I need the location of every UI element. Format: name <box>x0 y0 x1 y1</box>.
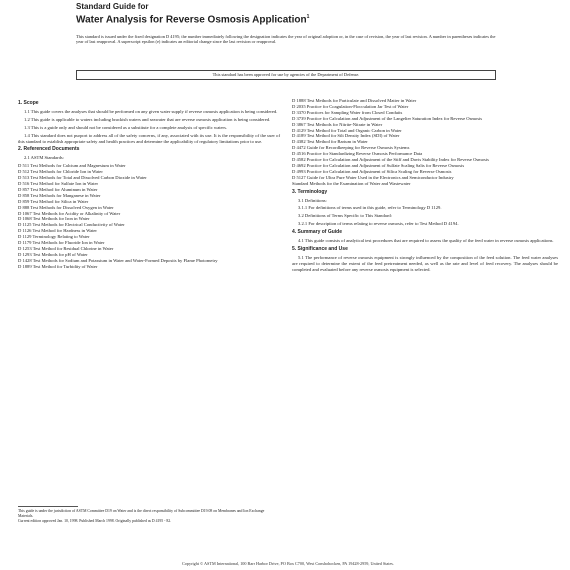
reference-item: D 512 Test Methods for Chloride Ion in Water <box>18 169 103 175</box>
reference-item: D 1428 Test Methods for Sodium and Potassium in Water and Water-Formed Deposits by Flame Photometry <box>18 257 218 263</box>
reference-item: D 4692 Practice for Calculation and Adjustment of Sulfate Scaling Salts for Reverse Osmosis <box>292 162 465 168</box>
title-footnote-mark: 1 <box>306 14 310 20</box>
paragraph: 4.1 This guide consists of analytical test procedures that are required to assess the quality of the feed water in reverse osmosis applications. <box>298 238 554 244</box>
reference-item: D 1126 Test Method for Hardness in Water <box>18 228 97 234</box>
reference-item: D 1179 Test Methods for Fluoride Ion in Water <box>18 240 105 246</box>
reference-item: D 3739 Practice for Calculation and Adjustment of the Langelier Saturation Index for Reverse Osmosis <box>292 115 483 121</box>
reference-item: D 2035 Practice for Coagulation-Flocculation Jar Test of Water <box>292 103 409 109</box>
paragraph: 3.2 Definitions of Terms Specific to This Standard: <box>298 213 392 219</box>
reference-item: D 4516 Practice for Standardizing Reverse Osmosis Performance Data <box>292 151 423 157</box>
reference-item: D 3867 Test Methods for Nitrite-Nitrate in Water <box>292 121 383 127</box>
section-heading-summary: 4. Summary of Guide <box>292 229 343 236</box>
footnote: Current edition approved Jan. 10, 1998. Published March 1998. Originally published as D 4195 - 82. <box>18 518 172 523</box>
document-title-text: Water Analysis for Reverse Osmosis Application <box>76 14 307 26</box>
reference-item: D 1067 Test Methods for Acidity or Alkalinity of Water <box>18 210 121 216</box>
reference-item: D 513 Test Methods for Total and Dissolved Carbon Dioxide in Water <box>18 175 147 181</box>
paragraph: 3.1 Definitions: <box>298 197 327 203</box>
reference-list-continued <box>292 98 558 187</box>
standard-type: Standard Guide for <box>76 2 149 11</box>
reference-item: D 1888 Test Methods for Particulate and Dissolved Matter in Water <box>292 98 417 103</box>
paragraph: 1.1 This guide covers the analyses that should be performed on any given water supply if reverse osmosis application is being considered. <box>24 108 278 114</box>
reference-item: D 858 Test Methods for Manganese in Water <box>18 192 101 198</box>
paragraph: 5.1 The performance of reverse osmosis equipment is strongly influenced by the composition of the feed solution. The feed water analyses are required to determine the extent of the feed pretreatment needed, as well as the rate and level of feed recovery. The analyses should be completed and evaluated before any reverse osmosis equipment is selected. <box>292 254 558 272</box>
reference-item: D 1129 Terminology Relating to Water <box>18 234 90 240</box>
footnotes <box>18 509 280 523</box>
document-title <box>76 11 496 26</box>
reference-list <box>18 163 280 269</box>
footnote-divider <box>18 506 78 507</box>
reference-item: D 1068 Test Methods for Iron in Water <box>18 216 90 222</box>
reference-item: D 4993 Practice for Calculation and Adjustment of Silica Scaling for Reverse Osmosis <box>292 168 452 174</box>
reference-item: D 4189 Test Method for Silt Density Index (SDI) of Water <box>292 133 400 139</box>
footnote: This guide is under the jurisdiction of ASTM Committee D19 on Water and is the direct responsibility of Subcommittee D19.08 on Membranes and Ion Exchange Materials. <box>18 509 265 518</box>
reference-item: D 511 Test Methods for Calcium and Magnesium in Water <box>18 163 126 169</box>
section-heading-scope: 1. Scope <box>18 100 39 106</box>
paragraph: 1.2 This guide is applicable to waters including brackish waters and seawater that are reverse osmosis application is being considered. <box>24 116 271 122</box>
reference-item: D 1889 Test Method for Turbidity of Water <box>18 263 98 269</box>
paragraph: 3.1.1 For definitions of terms used in this guide, refer to Terminology D 1129. <box>298 205 442 211</box>
section-heading-terminology: 3. Terminology <box>292 188 328 195</box>
reference-item: D 5127 Guide for Ultra Pure Water Used in the Electronics and Semiconductor Industry <box>292 174 454 180</box>
paragraph: 3.2.1 For description of terms relating to reverse osmosis, refer to Test Method D 4194. <box>298 221 459 227</box>
left-column <box>18 98 280 270</box>
paragraph: 1.4 This standard does not purport to address all of the safety concerns, if any, associated with its use. It is the responsibility of the user of this standard to establish appropriate safety and health practices and determine the applicability of regulatory limitations prior to use. <box>18 132 280 144</box>
approval-notice: This standard has been approved for use by agencies of the Department of Defense. <box>76 70 496 80</box>
reference-item: D 3370 Practices for Sampling Water from Closed Conduits <box>292 109 403 115</box>
reference-item: D 859 Test Method for Silica in Water <box>18 198 89 204</box>
right-column <box>292 98 558 275</box>
designation-note: This standard is issued under the fixed designation D 4195; the number immediately following the designation indicates the year of original adoption or, in the case of revision, the year of last revision. A number in parentheses indicates the year of last reapproval. A superscript epsilon (e) indicates an editorial change since the last revision or reapproval. <box>76 34 496 45</box>
reference-item: D 1253 Test Method for Residual Chlorine in Water <box>18 245 114 251</box>
reference-item: D 1293 Test Methods for pH of Water <box>18 251 88 257</box>
document-header <box>76 2 496 26</box>
section-heading-referenced-documents: 2. Referenced Documents <box>18 146 80 153</box>
reference-item: D 1125 Test Methods for Electrical Conductivity of Water <box>18 222 125 228</box>
reference-item: D 857 Test Method for Aluminum in Water <box>18 186 98 192</box>
subsection-label: 2.1 ASTM Standards: <box>24 155 64 161</box>
reference-item: D 4129 Test Method for Total and Organic Carbon in Water <box>292 127 402 133</box>
reference-item: D 4582 Practice for Calculation and Adjustment of the Stiff and Davis Stability Index for Reverse Osmosis <box>292 157 489 163</box>
reference-item: D 888 Test Methods for Dissolved Oxygen in Water <box>18 204 114 210</box>
paragraph: 1.3 This is a guide only and should not be considered as a substitute for a complete analysis of specific waters. <box>24 124 228 130</box>
copyright-footer: Copyright © ASTM International, 100 Barr Harbor Drive, PO Box C700, West Conshohocken, PA 19428-2959, United States. <box>182 561 394 566</box>
reference-item: D 4472 Guide for Recordkeeping for Reverse Osmosis Systems <box>292 145 410 151</box>
reference-item: D 516 Test Method for Sulfate Ion in Water <box>18 180 99 186</box>
section-heading-significance: 5. Significance and Use <box>292 245 348 252</box>
reference-item: D 4382 Test Method for Barium in Water <box>292 139 368 145</box>
reference-item: Standard Methods for the Examination of Water and Wastewater <box>292 180 411 186</box>
